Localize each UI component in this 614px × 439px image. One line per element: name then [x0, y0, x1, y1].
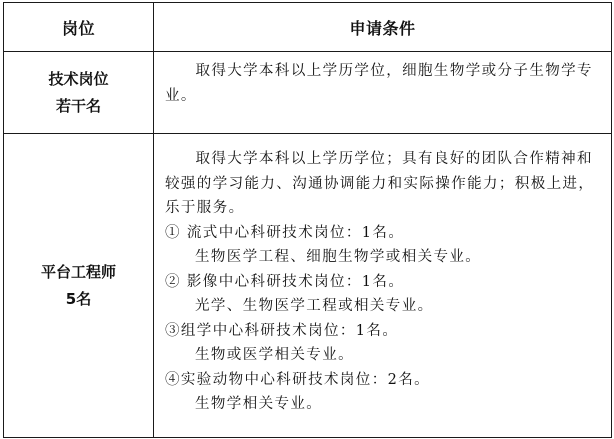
position-count: 若干名	[55, 96, 101, 115]
requirements-cell	[154, 134, 612, 438]
list-item-title: ④实验动物中心科研技术岗位：2名。	[165, 371, 431, 388]
list-item-title: ③组学中心科研技术岗位：1名。	[165, 322, 399, 339]
requirements-paragraph: 取得大学本科以上学历学位，细胞生物学或分子生物学专业。	[165, 63, 593, 104]
position-cell	[4, 134, 154, 438]
position-title: 技术岗位	[48, 69, 109, 88]
position-cell	[4, 52, 154, 134]
requirements-table	[3, 2, 612, 438]
header-position: 岗位	[4, 3, 154, 52]
table-header-row	[4, 3, 612, 52]
list-item-title: ① 流式中心科研技术岗位：1名。	[165, 224, 405, 241]
table-row	[4, 52, 612, 134]
requirements-paragraph: 取得大学本科以上学历学位；具有良好的团队合作精神和较强的学习能力、沟通协调能力和实际操作能力；积极上进，乐于服务。	[165, 151, 595, 216]
list-item-detail: 光学、生物医学工程或相关专业。	[195, 298, 434, 314]
list-item-detail: 生物医学工程、细胞生物学或相关专业。	[195, 249, 482, 265]
list-item-title: ② 影像中心科研技术岗位：1名。	[165, 273, 405, 290]
position-count: 5名	[65, 289, 92, 308]
position-title: 平台工程师	[40, 262, 116, 281]
requirements-cell	[154, 52, 612, 134]
table-row	[4, 134, 612, 438]
header-requirements: 申请条件	[154, 3, 612, 52]
list-item-detail: 生物学相关专业。	[195, 396, 323, 412]
list-item-detail: 生物或医学相关专业。	[195, 347, 354, 363]
